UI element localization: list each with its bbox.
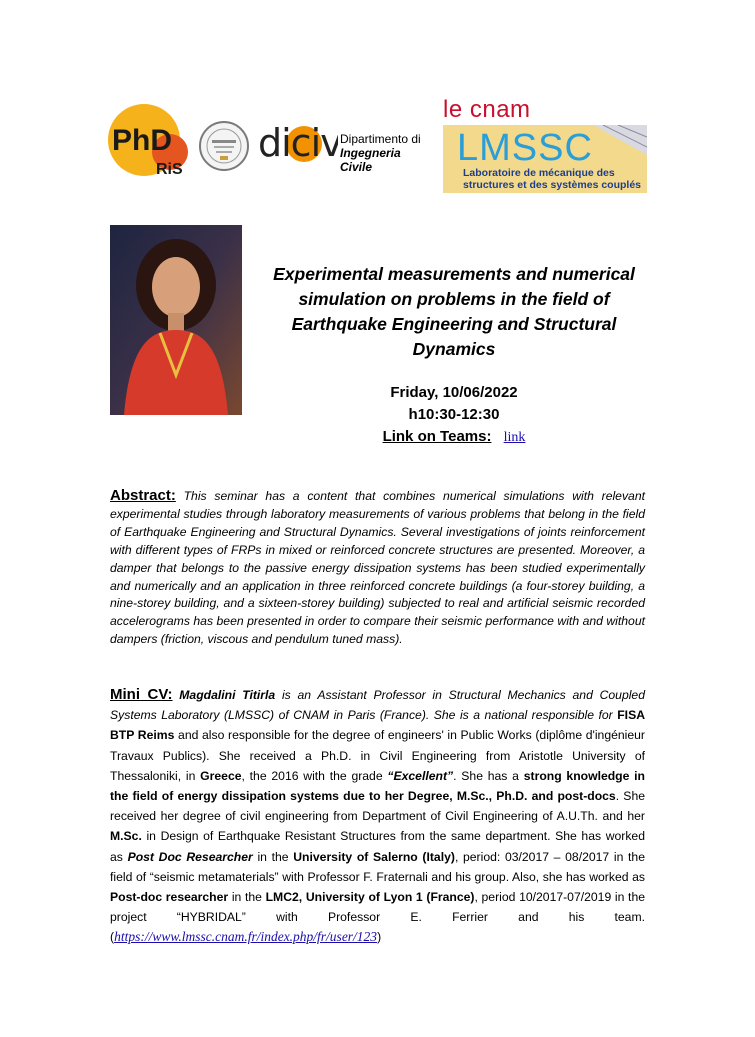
- cv-text: in Design of Earthquake Resistant Structures from the same department. She has worked as: [110, 829, 645, 864]
- cv-text: “Excellent”: [387, 768, 454, 783]
- cv-text: Post-doc researcher: [110, 890, 229, 905]
- diciv-department: [340, 132, 433, 174]
- cv-text: in the: [257, 849, 289, 864]
- lmssc-logo: [443, 125, 647, 193]
- speaker-name: Magdalini Titirla: [179, 688, 276, 702]
- phd-logo-graphic: [108, 100, 190, 180]
- cv-text: LMC2, University of Lyon 1 (France): [265, 890, 475, 905]
- cv-text: and also responsible for the degree of engineers' in Public Works (diplôme d'ingénieur Travaux Publics). She received a Ph.D. in Civil Engineering from Aristotle University of Thessaloniki, in: [110, 728, 645, 783]
- cv-text: in the: [231, 890, 262, 905]
- teams-row: [255, 426, 653, 448]
- lmssc-subtitle: [463, 167, 641, 191]
- phd-ris-logo: [108, 100, 190, 180]
- speaker-photo: [110, 225, 242, 415]
- cv-text: M.Sc.: [110, 829, 142, 844]
- lmssc-sub-line1: Laboratoire de mécanique des: [463, 167, 615, 179]
- diciv-logo: [258, 118, 433, 174]
- abstract-section: [110, 487, 645, 649]
- diciv-wordmark-graphic: [258, 118, 338, 166]
- teams-label: Link on Teams:: [382, 428, 492, 445]
- cnam-logo: [443, 97, 558, 125]
- diciv-dept-line2: Ingegneria Civile: [340, 146, 401, 174]
- diciv-word: diciv: [258, 121, 338, 165]
- abstract-label: Abstract:: [110, 487, 176, 504]
- excellence-seal: [198, 120, 250, 172]
- event-time: h10:30-12:30: [408, 406, 500, 423]
- cv-text: FISA BTP Reims: [110, 708, 645, 743]
- cv-text: Post Doc Researcher: [127, 849, 253, 864]
- phd-text: PhD: [112, 124, 172, 157]
- speaker-photo-graphic: [110, 225, 242, 415]
- cv-text: University of Salerno (Italy): [293, 849, 455, 864]
- diciv-wordmark: [258, 118, 338, 175]
- cv-text: is an Assistant Professor in Structural Mechanics and Coupled Systems Laboratory (LMSSC) of CNAM in Paris (France). She is a national responsible for: [110, 688, 645, 723]
- abstract-text: This seminar has a content that combines numerical simulations with relevant experimental studies through laboratory measurements of various problems that belong in the field of Earthquake Engineering and Structural Dynamics. Several investigations of joints reinforcement with different types of FRPs in mixed or reinforced concrete structures are presented. Moreover, a damper that belongs to the passive energy dissipation systems has been studied experimentally and numerically and an application in three reinforced concrete buildings (a four-storey building, a nine-storey building, and a sixteen-storey building) subjected to real and artificial seismic recorded accelerograms has been presented in order to compare their seismic performance with and without dampers (friction, viscous and pendulum tuned mass).: [110, 489, 645, 647]
- cv-text: , period 10/2017-07/2019 in the project “HYBRIDAL” with Professor E. Ferrier and his team. (: [110, 890, 645, 945]
- cv-text: , the 2016 with the grade: [241, 768, 383, 783]
- cv-label: Mini CV:: [110, 686, 173, 703]
- cv-text: , period: 03/2017 – 08/2017 in the field of “seismic metamaterials” with Professor F. Fraternali and his group. Also, she has worked as: [110, 849, 645, 884]
- cnam-wordmark: le cnam: [443, 96, 531, 123]
- seminar-title: Experimental measurements and numerical simulation on problems in the field of Earthquake Engineering and Structural Dynamics: [273, 264, 635, 359]
- lmssc-wordmark: LMSSC: [457, 127, 593, 169]
- cv-text: . She has a: [453, 768, 519, 783]
- seal-graphic: [198, 120, 250, 172]
- lmssc-sub-line2: structures et des systèmes couplés: [463, 179, 641, 191]
- teams-link[interactable]: link: [503, 430, 526, 445]
- cv-text: ): [377, 930, 382, 945]
- diciv-dept-line1: Dipartimento di: [340, 132, 421, 146]
- phd-suffix: RiS: [156, 161, 183, 178]
- cv-text: strong knowledge in the field of energy dissipation systems due to her Degree, M.Sc., Ph.D. and post-docs: [110, 768, 646, 804]
- profile-link[interactable]: https://www.lmssc.cnam.fr/index.php/fr/user/123: [114, 929, 378, 945]
- event-date: Friday, 10/06/2022: [390, 384, 518, 401]
- cv-text: . She received her degree of civil engineering from Department of Civil Engineering of A.U.Th. and her: [110, 789, 645, 824]
- mini-cv-section: [110, 685, 645, 948]
- cv-text: Greece: [200, 768, 242, 783]
